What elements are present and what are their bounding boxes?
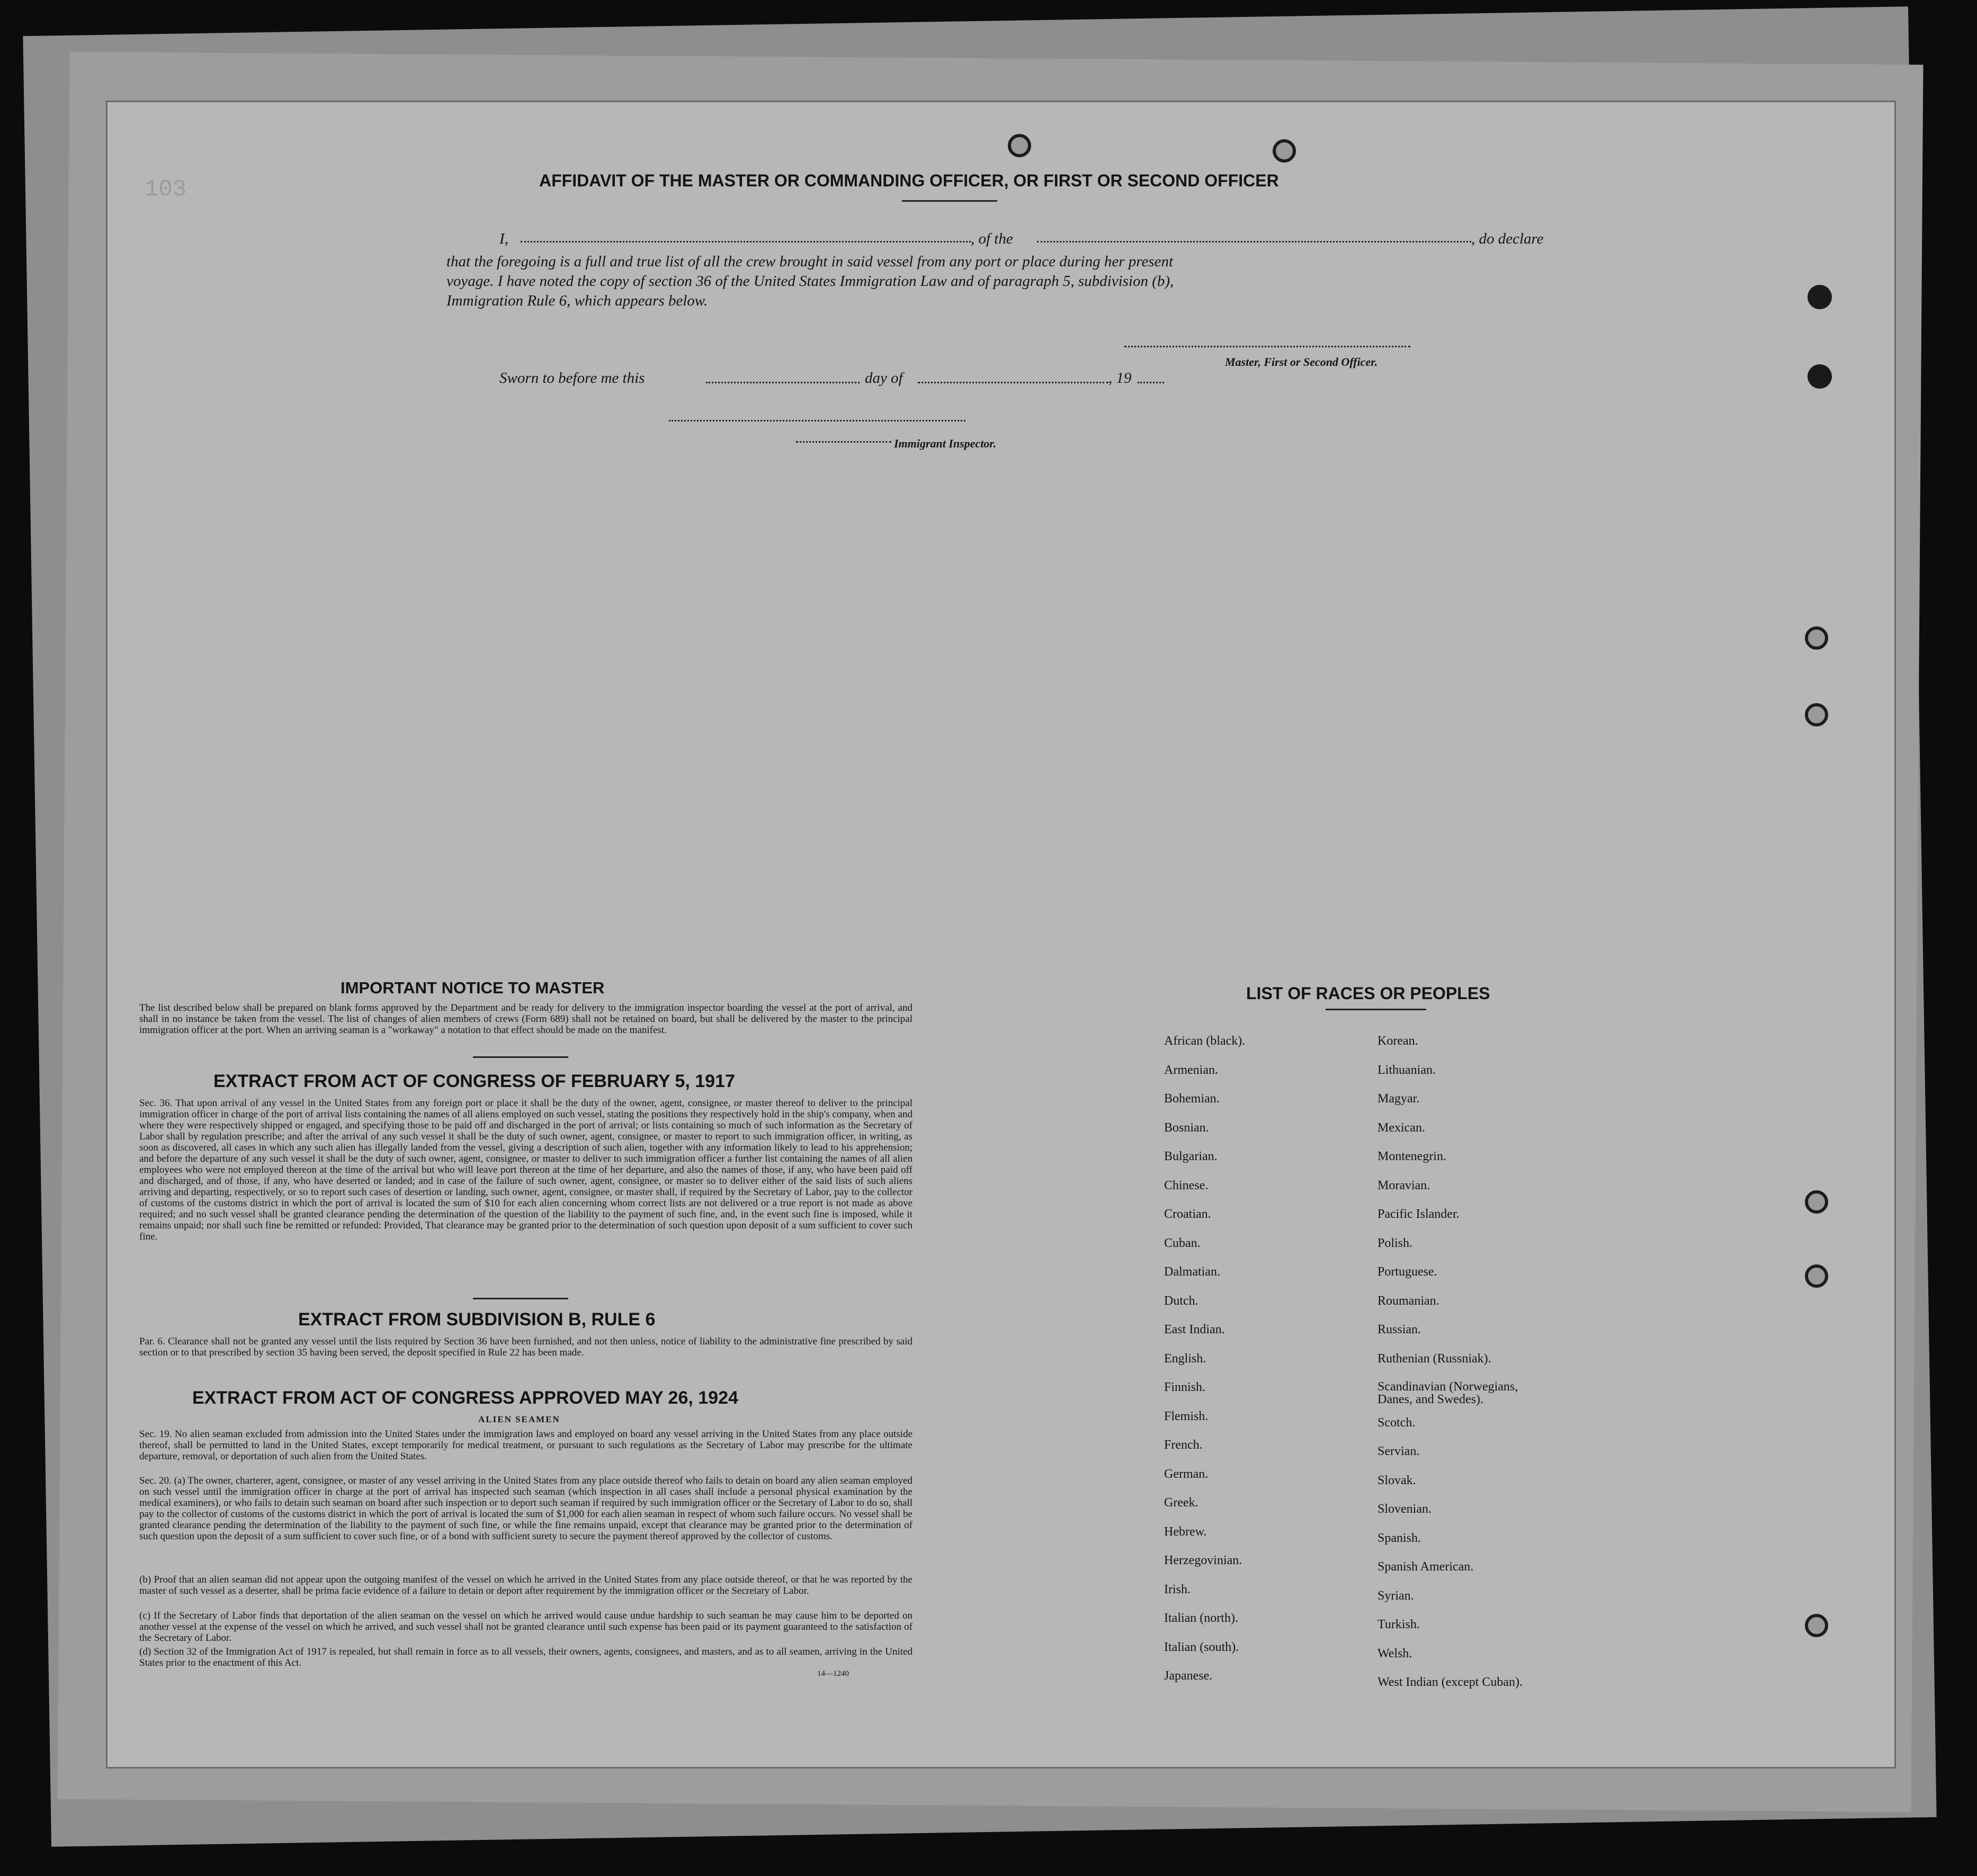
extract-1924-sec20a: Sec. 20. (a) The owner, charterer, agent, consignee, or master of any vessel arriving in the United States from any place outside thereof who fails to detain on board any alien seaman employed on such vessel until the immigration officer in charge at the port of arrival has inspected such seaman (which inspection in all cases shall include a personal physical examination by the medical examiners), or who fails to detain such seaman on board after such inspection or to deport such seaman if required by such immigration officer or the Secretary of Labor to do so, shall pay to the collector of customs of the customs district in which the port of arrival is located the sum of $1,000 for each alien seaman in respect of whom such failure occurs. No vessel shall be granted clearance pending the determination of the liability to the payment of such fine, or while the fine remains unpaid, except that clearance may be granted prior to the determination of such question upon the deposit of a sum sufficient to cover such fine, or of a bond with sufficient surety to secure the payment thereof approved by the collector of customs. — [139, 1475, 913, 1542]
race-item: Magyar. — [1377, 1092, 1420, 1106]
race-item: Spanish American. — [1377, 1560, 1474, 1574]
race-item: Spanish. — [1377, 1531, 1421, 1545]
race-item: Scandinavian (Norwegians, Danes, and Swedes). — [1377, 1380, 1518, 1406]
race-item: Scotch. — [1377, 1415, 1416, 1430]
sworn-day-of: day of — [865, 370, 903, 387]
race-item: Roumanian. — [1377, 1294, 1439, 1308]
affidavit-body-line2: voyage. I have noted the copy of section 36 of the United States Immigration Law and of paragraph 5, subdivision (b), — [446, 273, 1174, 290]
race-item: East Indian. — [1164, 1323, 1225, 1336]
race-item: African (black). — [1164, 1034, 1246, 1048]
inspector-short-line — [796, 441, 891, 443]
section-rule — [473, 1056, 568, 1058]
binding-hole — [1008, 134, 1031, 157]
race-item: German. — [1164, 1467, 1209, 1481]
race-item: Slovenian. — [1377, 1502, 1432, 1516]
notice-text: The list described below shall be prepared on blank forms approved by the Department and be ready for delivery to the immigration inspector boarding the vessel at the port of arrival, and shall in no instance be taken from the vessel. The list of changes of alien members of crews (Form 689) shall not be retained on board, but shall be delivered by the master to the principal immigration officer at the port. When an arriving seaman is a "workaway" a notation to that effect should be made on the manifest. — [139, 1002, 913, 1036]
sworn-prefix: Sworn to before me this — [499, 370, 645, 387]
affidavit-do-declare: , do declare — [1471, 230, 1544, 247]
race-item: Pacific Islander. — [1377, 1207, 1460, 1221]
race-item: Bosnian. — [1164, 1120, 1209, 1135]
notice-title: IMPORTANT NOTICE TO MASTER — [341, 979, 605, 997]
race-item: Syrian. — [1377, 1588, 1414, 1603]
name-blank — [521, 241, 971, 243]
race-item: Armenian. — [1164, 1063, 1218, 1077]
extract-1924-sec20b: (b) Proof that an alien seaman did not appear upon the outgoing manifest of the vessel on which he arrived in the United States from any place outside thereof, or that he was reported by the master of such vessel as a deserter, shall be prima facie evidence of a failure to detain or deport after requirement by the immigration officer or the Secretary of Labor. — [139, 1574, 913, 1596]
race-item: Hebrew. — [1164, 1524, 1207, 1539]
race-item: Montenegrin. — [1377, 1150, 1446, 1163]
sworn-year: , 19 — [1108, 370, 1132, 387]
manifest-page — [106, 101, 1896, 1769]
race-item: Italian (south). — [1164, 1640, 1239, 1654]
race-item: Lithuanian. — [1377, 1063, 1436, 1077]
race-item: English. — [1164, 1351, 1206, 1366]
race-item: Irish. — [1164, 1582, 1191, 1596]
race-item: Dalmatian. — [1164, 1265, 1220, 1279]
extract-1924-sec19: Sec. 19. No alien seaman excluded from admission into the United States under the immigration laws and employed on board any vessel arriving in the United States from any place outside thereof, shall be permitted to land in the United States, except temporarily for medical treatment, or pursuant to such regulations as the Secretary of Labor may prescribe for the ultimate departure, removal, or deportation of such alien from the United States. — [139, 1429, 913, 1462]
races-rule — [1326, 1009, 1426, 1010]
master-signature-line — [1124, 346, 1410, 347]
affidavit-of-the: , of the — [971, 230, 1013, 247]
binding-hole — [1805, 1614, 1828, 1637]
binding-hole — [1805, 1264, 1828, 1288]
sworn-day-blank — [706, 382, 860, 383]
affidavit-body-line3: Immigration Rule 6, which appears below. — [446, 292, 708, 309]
affidavit-i: I, — [499, 230, 508, 247]
punch-hole — [1808, 364, 1832, 389]
vessel-blank — [1037, 241, 1471, 243]
extract-1924-sec20d: (d) Section 32 of the Immigration Act of 1917 is repealed, but shall remain in force as to all vessels, their owners, agents, consignees, and masters, and as to all seamen, arriving in the United States prior to the enactment of this Act. — [139, 1646, 913, 1668]
affidavit-body-line1: that the foregoing is a full and true list of all the crew brought in said vessel from any port or place during her present — [446, 253, 1174, 270]
master-label: Master, First or Second Officer. — [1225, 355, 1378, 369]
margin-number: 103 — [145, 176, 187, 203]
sworn-month-blank — [918, 382, 1108, 383]
affidavit-title: AFFIDAVIT OF THE MASTER OR COMMANDING OFFICER, OR FIRST OR SECOND OFFICER — [539, 171, 1279, 190]
races-title: LIST OF RACES OR PEOPLES — [1246, 984, 1490, 1003]
race-item: Servian. — [1377, 1444, 1420, 1458]
race-item: Mexican. — [1377, 1120, 1425, 1135]
race-item: West Indian (except Cuban). — [1377, 1675, 1523, 1689]
race-item: Russian. — [1377, 1323, 1421, 1336]
punch-hole — [1808, 285, 1832, 309]
section-rule — [473, 1298, 568, 1299]
inspector-label: Immigrant Inspector. — [894, 437, 997, 450]
race-item: Chinese. — [1164, 1178, 1209, 1192]
race-item: Portuguese. — [1377, 1265, 1437, 1279]
inspector-signature-line — [669, 420, 965, 421]
race-item: Bulgarian. — [1164, 1150, 1218, 1163]
binding-hole — [1805, 1190, 1828, 1214]
race-item: Welsh. — [1377, 1646, 1412, 1660]
extract-rule6-title: EXTRACT FROM SUBDIVISION B, RULE 6 — [298, 1309, 656, 1330]
form-number: 14—1240 — [817, 1669, 849, 1678]
title-rule — [902, 200, 997, 202]
race-item: Turkish. — [1377, 1618, 1420, 1631]
extract-1917-title: EXTRACT FROM ACT OF CONGRESS OF FEBRUARY 5, 1917 — [213, 1071, 735, 1091]
race-item: Slovak. — [1377, 1473, 1416, 1487]
binding-hole — [1273, 139, 1296, 163]
race-item: Herzegovinian. — [1164, 1554, 1242, 1567]
race-item: Dutch. — [1164, 1294, 1198, 1308]
race-item: Moravian. — [1377, 1178, 1430, 1192]
sworn-year-blank — [1138, 382, 1164, 383]
binding-hole — [1805, 626, 1828, 650]
extract-1924-title: EXTRACT FROM ACT OF CONGRESS APPROVED MAY 26, 1924 — [192, 1388, 738, 1408]
race-item: Greek. — [1164, 1496, 1198, 1510]
race-item: Flemish. — [1164, 1409, 1209, 1423]
extract-1924-sec20c: (c) If the Secretary of Labor finds that deportation of the alien seaman on the vessel on which he arrived would cause undue hardship to such seaman he may cause him to be deported on another vessel at the expense of the vessel on which he arrived, and such vessel shall not be granted clearance until such expense has been paid or its payment guaranteed to the satisfaction of the Secretary of Labor. — [139, 1610, 913, 1644]
race-item: Japanese. — [1164, 1669, 1213, 1683]
race-item: French. — [1164, 1438, 1203, 1452]
race-item: Croatian. — [1164, 1207, 1211, 1221]
binding-hole — [1805, 703, 1828, 726]
race-item: Finnish. — [1164, 1380, 1206, 1394]
extract-rule6-text: Par. 6. Clearance shall not be granted any vessel until the lists required by Section 36 have been furnished, and not then unless, notice of liability to the administrative fine prescribed by said section or to that prescribed by section 35 having been served, the deposit specified in Rule 22 has been made. — [139, 1336, 913, 1358]
race-item: Ruthenian (Russniak). — [1377, 1351, 1491, 1366]
race-item: Italian (north). — [1164, 1611, 1238, 1625]
race-item: Polish. — [1377, 1236, 1413, 1250]
extract-1924-subtitle: ALIEN SEAMEN — [478, 1414, 560, 1424]
race-item: Cuban. — [1164, 1236, 1201, 1250]
race-item: Bohemian. — [1164, 1092, 1220, 1106]
race-item: Korean. — [1377, 1034, 1418, 1048]
extract-1917-text: Sec. 36. That upon arrival of any vessel in the United States from any foreign port or place it shall be the duty of the owner, agent, consignee, or master thereof to deliver to the principal immigration officer in charge of the port of arrival lists containing the names of all aliens employed on such vessel, stating the positions they respectively hold in the ship's company, when and where they were respectively shipped or engaged, and specifying those to be paid off and discharged in the port of arrival; or lists containing so much of such information as the Secretary of Labor shall by regulation prescribe; and after the arrival of any such vessel it shall be the duty of such owner, agent, consignee, or master to report to such immigration officer, in writing, as soon as discovered, all cases in which any such alien has illegally landed from the vessel, giving a description of such alien, together with any information likely to lead to his apprehension; and before the departure of any such vessel it shall be the duty of such owner, agent, consignee, or master to deliver to such immigration officer a further list containing the names of all alien employees who were not employed thereon at the time of the arrival but who will leave port thereon at the time of her departure, and also the names of those, if any, who have been paid off and discharged, and of those, if any, who have deserted or landed; and in case of the failure of such owner, agent, consignee, or master so to deliver either of the said lists of such aliens arriving and departing, respectively, or so to report such cases of desertion or landing, such owner, agent, consignee, or master shall, if required by the Secretary of Labor, pay to the collector of customs of the customs district in which the port of arrival is located the sum of $10 for each alien concerning whom correct lists are not delivered or a true report is not made as above required; and no such vessel shall be granted clearance pending the determination of the question of the liability to the payment of such fine, and, in the event such fine is imposed, while it remains unpaid; nor shall such fine be remitted or refunded: Provided, That clearance may be granted prior to the determination of such question upon deposit of a sum sufficient to cover such fine. — [139, 1098, 913, 1242]
